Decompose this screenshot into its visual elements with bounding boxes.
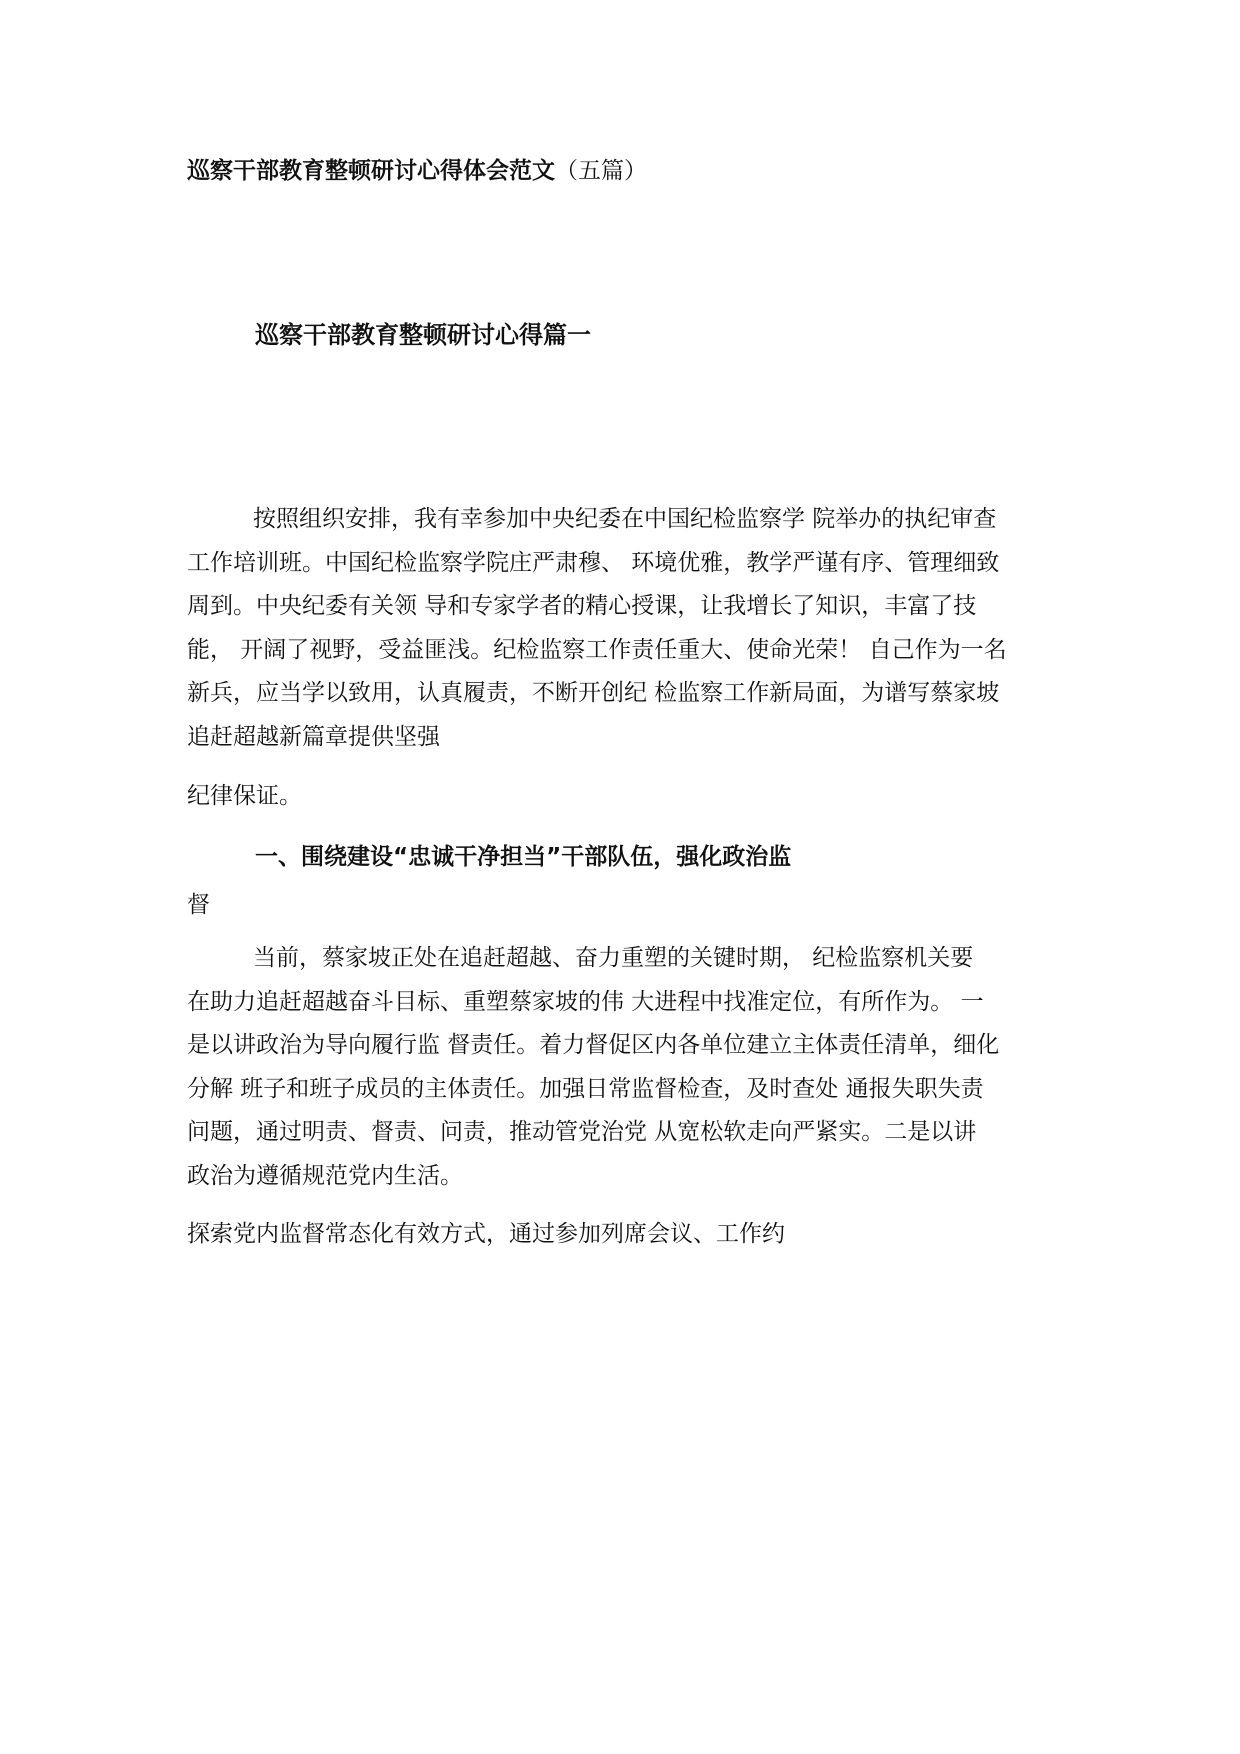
paragraph-line: 当前，蔡家坡正处在追赶超越、奋力重塑的关键时期， 纪检监察机关要 bbox=[253, 945, 974, 971]
paragraph-line: 在助力追赶超越奋斗目标、重塑蔡家坡的伟 大进程中找准定位，有所作为。 一 bbox=[187, 988, 984, 1015]
heading-one-tail: 督 bbox=[187, 892, 210, 918]
paragraph-line: 是以讲政治为导向履行监 督责任。着力督促区内各单位建立主体责任清单，细化 bbox=[187, 1032, 1000, 1059]
paragraph-line: 分解 班子和班子成员的主体责任。加强日常监督检查，及时查处 通报失职失责 bbox=[187, 1075, 984, 1102]
paragraph-line: 按照组织安排，我有幸参加中央纪委在中国纪检监察学 院举办的执纪审查 bbox=[253, 506, 997, 532]
paragraph-two bbox=[187, 937, 1077, 1199]
paragraph-line: 周到。中央纪委有关领 导和专家学者的精心授课，让我增长了知识，丰富了技 bbox=[187, 593, 977, 620]
paragraph-line: 工作培训班。中国纪检监察学院庄严肃穆、 环境优雅，教学严谨有序、管理细致 bbox=[187, 549, 1000, 576]
paragraph-three: 探索党内监督常态化有效方式，通过参加列席会议、工作约 bbox=[187, 1221, 785, 1247]
paragraph-line: 追赶超越新篇章提供坚强 bbox=[187, 723, 440, 750]
paragraph-line: 政治为遵循规范党内生活。 bbox=[187, 1162, 463, 1189]
document-title bbox=[187, 154, 647, 188]
paragraph-line: 新兵，应当学以致用，认真履责，不断开创纪 检监察工作新局面，为谱写蔡家坡 bbox=[187, 680, 1000, 707]
section-title: 巡察干部教育整顿研讨心得篇一 bbox=[255, 321, 591, 349]
paragraph-intro bbox=[187, 498, 1077, 760]
heading-one: 一、围绕建设“忠诚干净担当”干部队伍，强化政治监 bbox=[255, 844, 792, 870]
document-title-suffix: （五篇） bbox=[555, 158, 647, 184]
paragraph-intro-tail: 纪律保证。 bbox=[187, 783, 302, 809]
paragraph-line: 问题，通过明责、督责、问责，推动管党治党 从宽松软走向严紧实。二是以讲 bbox=[187, 1119, 977, 1146]
document-title-main: 巡察干部教育整顿研讨心得体会范文 bbox=[187, 158, 555, 184]
paragraph-line: 能， 开阔了视野，受益匪浅。纪检监察工作责任重大、使命光荣！ 自己作为一名 bbox=[187, 636, 1007, 663]
